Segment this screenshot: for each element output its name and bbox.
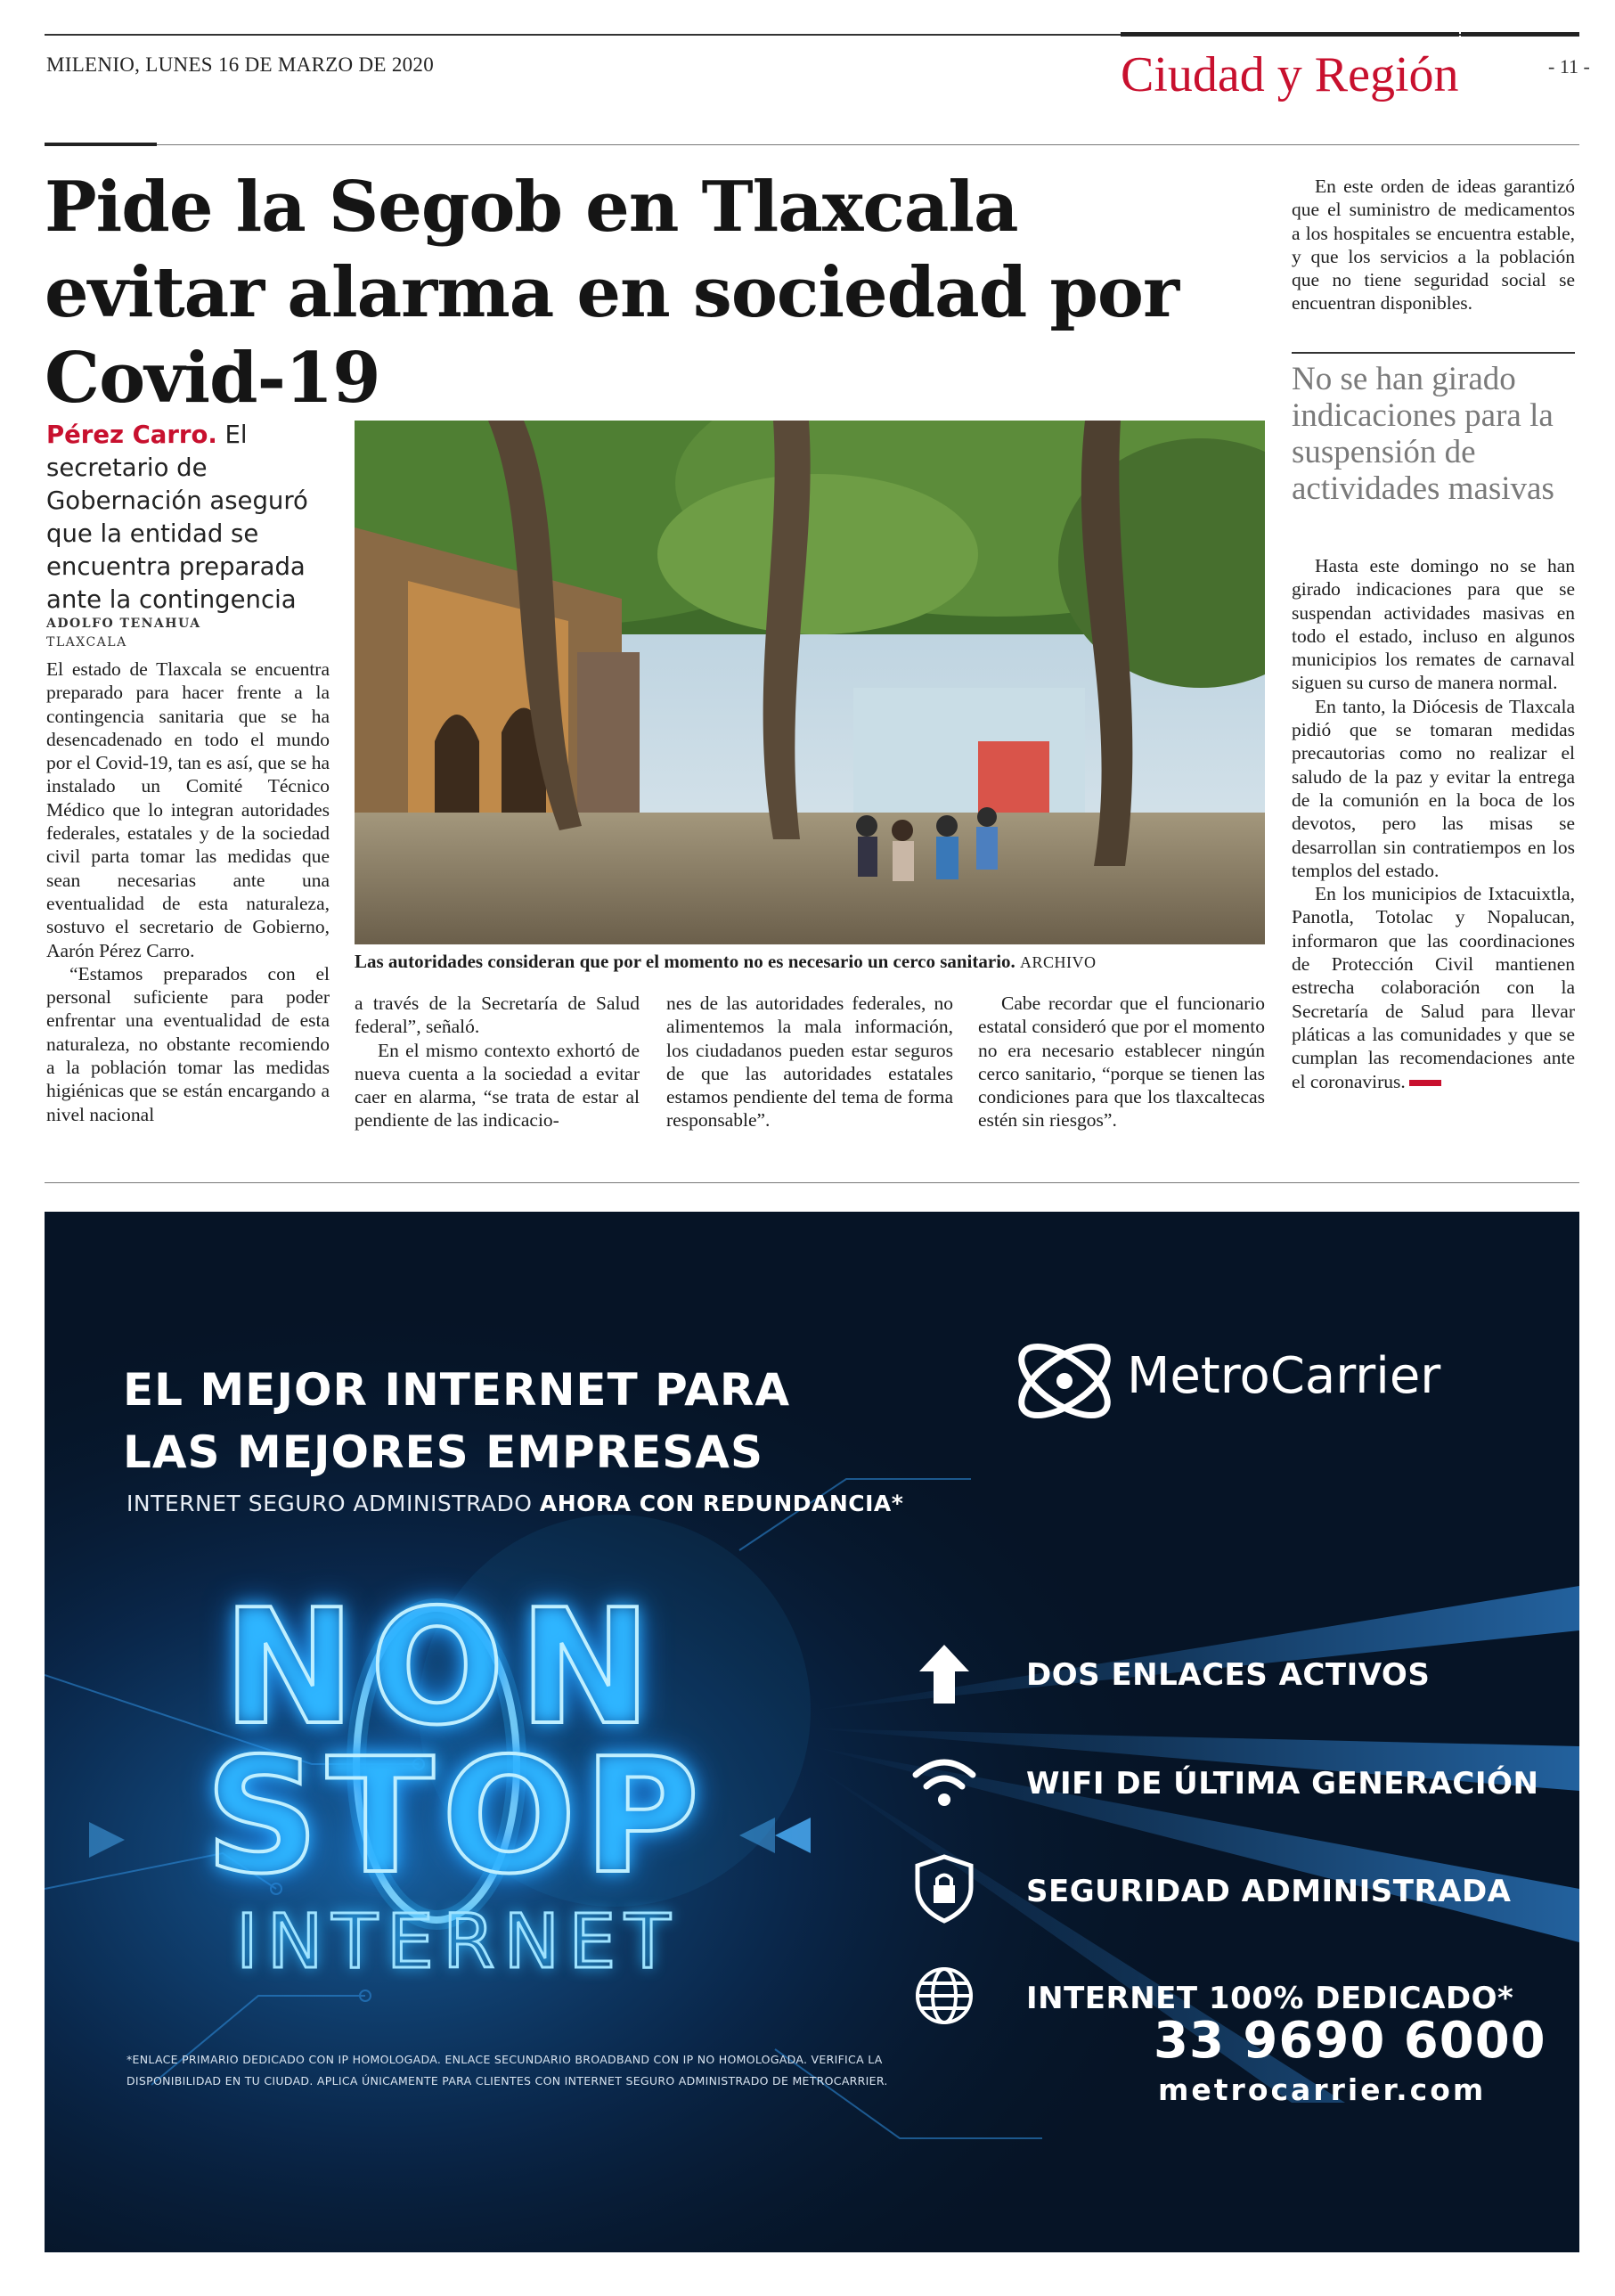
- edition-line: MILENIO, LUNES 16 DE MARZO DE 2020: [46, 53, 435, 76]
- article-column-5-top: [1292, 175, 1575, 315]
- paragraph: nes de las autoridades federales, no alimentemos la mala información, los ciudadanos pueden estar seguros de que las autoridades estatales estamos pendiente del tema de forma responsable”.: [666, 993, 953, 1132]
- pull-quote: No se han girado indicaciones para la suspensión de actividades masivas: [1292, 361, 1554, 507]
- byline-place: TLAXCALA: [46, 635, 127, 650]
- metrocarrier-ad[interactable]: [45, 1212, 1579, 2252]
- ad-sub-bold: AHORA CON REDUNDANCIA*: [539, 1491, 904, 1516]
- article-column-1: [46, 658, 330, 1126]
- paragraph: “Estamos preparados con el personal suficiente para poder enfrentar una eventualidad de esta naturaleza, no obstante recomiendo a la población tomar las medidas higiénicas que se están encargando a nivel nacional: [46, 962, 330, 1125]
- section-tab-rule: [1121, 32, 1459, 37]
- shield-lock-icon: [909, 1853, 980, 1924]
- paragraph-text: En los municipios de Ixtacuixtla, Panotla, Totolac y Nopalucan, informaron que las coordinaciones de Protección Civil mantienen estrecha colaboración con la Secretaría de Salud para llevar pláticas a las comunidades y que se cumplan las recomendaciones ante el coronavirus.: [1292, 883, 1575, 1092]
- header-accent-rule: [45, 143, 157, 146]
- photo-credit: ARCHIVO: [1020, 953, 1097, 971]
- paragraph: En este orden de ideas garantizó que el suministro de medicamentos a los hospitales se encuentra estable, y que los servicios a la población que no tiene seguridad social se encuentran disponibles.: [1292, 176, 1575, 315]
- paragraph: [1292, 882, 1575, 1093]
- feature-3: SEGURIDAD ADMINISTRADA: [1026, 1874, 1512, 1909]
- metrocarrier-logo-icon: [1007, 1328, 1122, 1434]
- ad-headline: [123, 1359, 790, 1483]
- paragraph: Hasta este domingo no se han girado indicaciones para que se suspendan actividades masivas en todo el estado, incluso en algunos municipios los remates de carnaval siguen su curso de manera normal.: [1292, 555, 1575, 694]
- hero-stop: STOP: [205, 1724, 707, 1908]
- globe-icon: [909, 1960, 980, 2031]
- end-mark: [1409, 1080, 1441, 1086]
- feature-1: DOS ENLACES ACTIVOS: [1026, 1657, 1431, 1693]
- feature-4: INTERNET 100% DEDICADO*: [1026, 1981, 1514, 2016]
- article-column-5-bottom: [1292, 554, 1575, 1093]
- paragraph: a través de la Secretaría de Salud federal”, señaló.: [355, 993, 640, 1038]
- feature-2: WIFI DE ÚLTIMA GENERACIÓN: [1026, 1766, 1539, 1802]
- section-title: Ciudad y Región: [1121, 47, 1459, 102]
- paragraph: En el mismo contexto exhortó de nueva cuenta a la sociedad a evitar caer en alarma, “se trata de estar al pendiente de las indicacio-: [355, 1039, 640, 1132]
- upload-arrow-icon: [909, 1639, 980, 1711]
- ad-fineprint: *ENLACE PRIMARIO DEDICADO CON IP HOMOLOGADA. ENLACE SECUNDARIO BROADBAND CON IP NO HOMOLOGADA. VERIFICA LA DISPONIBILIDAD EN TU CIUDAD. APLICA ÚNICAMENTE PARA CLIENTES CON INTERNET SEGURO ADMINISTRADO DE METROCARRIER.: [126, 2053, 888, 2088]
- article-bottom-rule: [45, 1182, 1579, 1183]
- article-column-3: [666, 992, 953, 1132]
- ad-headline-line-2: LAS MEJORES EMPRESAS: [123, 1426, 763, 1478]
- paragraph: Cabe recordar que el funcionario estatal consideró que por el momento no era necesario establecer ningún cerco sanitario, “porque se tienen las condiciones para que los tlaxcaltecas estén sin riesgos”.: [978, 993, 1265, 1132]
- deck-lead: Pérez Carro.: [46, 421, 217, 449]
- ad-phone[interactable]: 33 9690 6000: [1154, 2012, 1546, 2070]
- wifi-icon: [909, 1746, 980, 1818]
- page-tab-rule: [1461, 32, 1579, 37]
- caption-text: Las autoridades consideran que por el momento no es necesario un cerco sanitario.: [355, 951, 1015, 972]
- street-scene-image: [355, 421, 1265, 944]
- byline: ADOLFO TENAHUA: [46, 617, 201, 631]
- hero-internet: INTERNET: [236, 1898, 680, 1985]
- article-column-2: [355, 992, 640, 1132]
- page-number: - 11 -: [1548, 55, 1590, 78]
- pull-quote-rule: [1292, 352, 1575, 354]
- ad-url[interactable]: metrocarrier.com: [1158, 2072, 1487, 2107]
- paragraph: En tanto, la Diócesis de Tlaxcala pidió que se tomaran medidas precautorias como no realizar el saludo de la paz y evitar la entrega de la comunión en la boca de los devotos, pero las misas se desarrollan sin contratiempos en los templos del estado.: [1292, 695, 1575, 881]
- brand-name: MetroCarrier: [1127, 1347, 1441, 1405]
- ad-sub-plain: INTERNET SEGURO ADMINISTRADO: [126, 1491, 540, 1516]
- deck-text: El secretario de Gobernación aseguró que la entidad se encuentra preparada ante la contingencia: [46, 421, 308, 614]
- ad-headline-line-1: EL MEJOR INTERNET PARA: [123, 1364, 791, 1416]
- hero-non: NON: [223, 1575, 666, 1760]
- photo-caption: [355, 951, 1265, 973]
- header-rule: [45, 144, 1579, 145]
- paragraph: El estado de Tlaxcala se encuentra preparado para hacer frente a la contingencia sanitaria que se ha desencadenado en todo el mundo por el Covid-19, tan es así, que se ha instalado un Comité Técnico Médico que lo integran autoridades federales, estatales y de la sociedad civil parta tomar las medidas que sean necesarias ante una eventualidad de esta naturaleza, sostuvo el secretario de Gobierno, Aarón Pérez Carro.: [46, 658, 330, 961]
- article-headline: Pide la Segob en Tlaxcala evitar alarma en sociedad por Covid-19: [45, 167, 1179, 419]
- article-deck: [46, 419, 330, 617]
- article-column-4: [978, 992, 1265, 1132]
- article-photo: [355, 421, 1265, 944]
- ad-subheadline: [126, 1491, 903, 1516]
